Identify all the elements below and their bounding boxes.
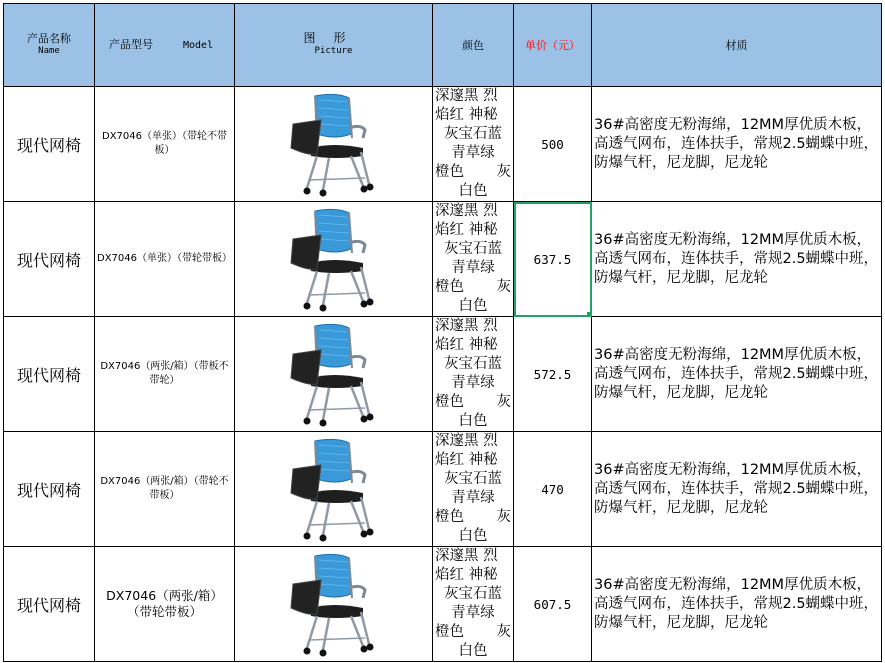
product-material: 36#高密度无粉海绵，12MM厚优质木板，高透气网布，连体扶手，常规2.5蝴蝶中班，防爆气杆，尼龙脚，尼龙轮: [594, 576, 879, 631]
header-name-en: Name: [38, 46, 60, 56]
color-line: 青草绿: [451, 145, 495, 161]
product-price-cell[interactable]: [514, 317, 592, 432]
chair-image[interactable]: [279, 550, 389, 658]
product-name-cell[interactable]: [4, 202, 95, 317]
product-price: 500: [541, 136, 564, 152]
color-line: 灰宝石蓝: [444, 356, 502, 372]
product-color-cell[interactable]: [433, 202, 514, 317]
product-color-cell[interactable]: [433, 317, 514, 432]
header-model-zh: 产品型号: [109, 38, 153, 51]
product-price: 572.5: [533, 366, 572, 382]
header-material-cell[interactable]: [592, 4, 882, 87]
product-model-cell[interactable]: [95, 432, 235, 547]
product-name: 现代网椅: [16, 480, 81, 500]
color-line: 焰红 神秘: [435, 222, 498, 238]
header-row: [4, 4, 882, 87]
product-table: [3, 3, 882, 662]
product-material-cell[interactable]: [592, 547, 882, 662]
product-price: 607.5: [533, 596, 572, 612]
color-line: 白色: [458, 643, 488, 659]
product-picture-cell[interactable]: [235, 432, 433, 547]
color-line: 焰红 神秘: [435, 337, 498, 353]
product-material-cell[interactable]: [592, 317, 882, 432]
product-price-cell[interactable]: [514, 87, 592, 202]
product-price-cell[interactable]: [514, 547, 592, 662]
product-name-cell[interactable]: [4, 547, 95, 662]
product-material: 36#高密度无粉海绵，12MM厚优质木板，高透气网布，连体扶手，常规2.5蝴蝶中班，防爆气杆，尼龙脚，尼龙轮: [594, 346, 879, 401]
product-color-cell[interactable]: [433, 87, 514, 202]
header-material-label: 材质: [725, 38, 748, 52]
table-row: [4, 317, 882, 432]
color-line: 深邃黑 烈: [435, 88, 498, 104]
product-model: DX7046（单张）（带轮不带板）: [102, 131, 227, 156]
product-model: DX7046（单张）（带轮带板）: [97, 253, 232, 264]
header-price-label: 单价（元）: [525, 38, 580, 52]
color-line: 灰宝石蓝: [444, 586, 502, 602]
product-model: DX7046（两张/箱）（带轮带板）: [106, 588, 223, 619]
color-line: 灰宝石蓝: [444, 126, 502, 142]
color-line: 青草绿: [451, 375, 495, 391]
chair-image[interactable]: [279, 320, 389, 428]
product-picture-cell[interactable]: [235, 202, 433, 317]
color-line: 灰: [496, 164, 511, 180]
chair-image[interactable]: [279, 205, 389, 313]
color-line: 橙色: [435, 394, 464, 410]
product-model-cell[interactable]: [95, 317, 235, 432]
color-line: 橙色: [435, 624, 464, 640]
product-name: 现代网椅: [16, 250, 81, 270]
product-name: 现代网椅: [16, 365, 81, 385]
color-line: 灰: [496, 279, 511, 295]
color-line: 焰红 神秘: [435, 452, 498, 468]
product-name-cell[interactable]: [4, 432, 95, 547]
header-color-label: 颜色: [462, 38, 484, 52]
color-line: 白色: [458, 298, 488, 314]
color-line: 白色: [458, 528, 488, 544]
product-model-cell[interactable]: [95, 547, 235, 662]
color-line: 深邃黑 烈: [435, 433, 498, 449]
color-line: 深邃黑 烈: [435, 318, 498, 334]
header-name-cell[interactable]: [4, 4, 95, 87]
chair-image[interactable]: [279, 435, 389, 543]
product-material: 36#高密度无粉海绵，12MM厚优质木板，高透气网布，连体扶手，常规2.5蝴蝶中班，防爆气杆，尼龙脚，尼龙轮: [594, 231, 879, 286]
product-name: 现代网椅: [16, 595, 81, 615]
color-line: 灰宝石蓝: [444, 241, 502, 257]
color-line: 深邃黑 烈: [435, 203, 498, 219]
product-model-cell[interactable]: [95, 202, 235, 317]
product-material-cell[interactable]: [592, 202, 882, 317]
header-picture-zh: 图形: [303, 31, 364, 45]
product-price-cell[interactable]: [514, 202, 592, 317]
product-material-cell[interactable]: [592, 87, 882, 202]
product-material-cell[interactable]: [592, 432, 882, 547]
color-line: 橙色: [435, 164, 464, 180]
color-line: 青草绿: [451, 260, 495, 276]
product-picture-cell[interactable]: [235, 87, 433, 202]
header-picture-cell[interactable]: [235, 4, 433, 87]
color-line: 白色: [458, 413, 488, 429]
header-name-zh: 产品名称: [27, 32, 71, 45]
color-line: 青草绿: [451, 605, 495, 621]
table-row: [4, 202, 882, 317]
product-name-cell[interactable]: [4, 317, 95, 432]
product-color-cell[interactable]: [433, 432, 514, 547]
color-line: 深邃黑 烈: [435, 548, 498, 564]
color-line: 焰红 神秘: [435, 567, 498, 583]
header-price-cell[interactable]: [514, 4, 592, 87]
product-price: 637.5: [533, 251, 572, 267]
header-model-cell[interactable]: [95, 4, 235, 87]
fill-handle[interactable]: [587, 312, 592, 317]
product-material: 36#高密度无粉海绵，12MM厚优质木板，高透气网布，连体扶手，常规2.5蝴蝶中班，防爆气杆，尼龙脚，尼龙轮: [594, 116, 879, 171]
header-model-en: Model: [183, 40, 214, 51]
table-row: [4, 87, 882, 202]
product-model: DX7046（两张/箱）（带轮不带板）: [100, 476, 229, 501]
product-material: 36#高密度无粉海绵，12MM厚优质木板，高透气网布，连体扶手，常规2.5蝴蝶中班，防爆气杆，尼龙脚，尼龙轮: [594, 461, 879, 516]
product-color-cell[interactable]: [433, 547, 514, 662]
color-line: 灰: [496, 624, 511, 640]
header-color-cell[interactable]: [433, 4, 514, 87]
color-line: 灰: [496, 394, 511, 410]
table-row: [4, 432, 882, 547]
chair-image[interactable]: [279, 90, 389, 198]
product-picture-cell[interactable]: [235, 547, 433, 662]
color-line: 橙色: [435, 279, 464, 295]
product-model-cell[interactable]: [95, 87, 235, 202]
product-price: 470: [541, 481, 564, 497]
product-name-cell[interactable]: [4, 87, 95, 202]
product-price-cell[interactable]: [514, 432, 592, 547]
color-line: 焰红 神秘: [435, 107, 498, 123]
header-picture-en: Picture: [314, 46, 353, 56]
color-line: 白色: [458, 183, 488, 199]
color-line: 灰: [496, 509, 511, 525]
color-line: 青草绿: [451, 490, 495, 506]
product-name: 现代网椅: [16, 135, 81, 155]
color-line: 橙色: [435, 509, 464, 525]
color-line: 灰宝石蓝: [444, 471, 502, 487]
table-row: [4, 547, 882, 662]
product-picture-cell[interactable]: [235, 317, 433, 432]
product-model: DX7046（两张/箱）（带板不带轮）: [100, 361, 229, 386]
